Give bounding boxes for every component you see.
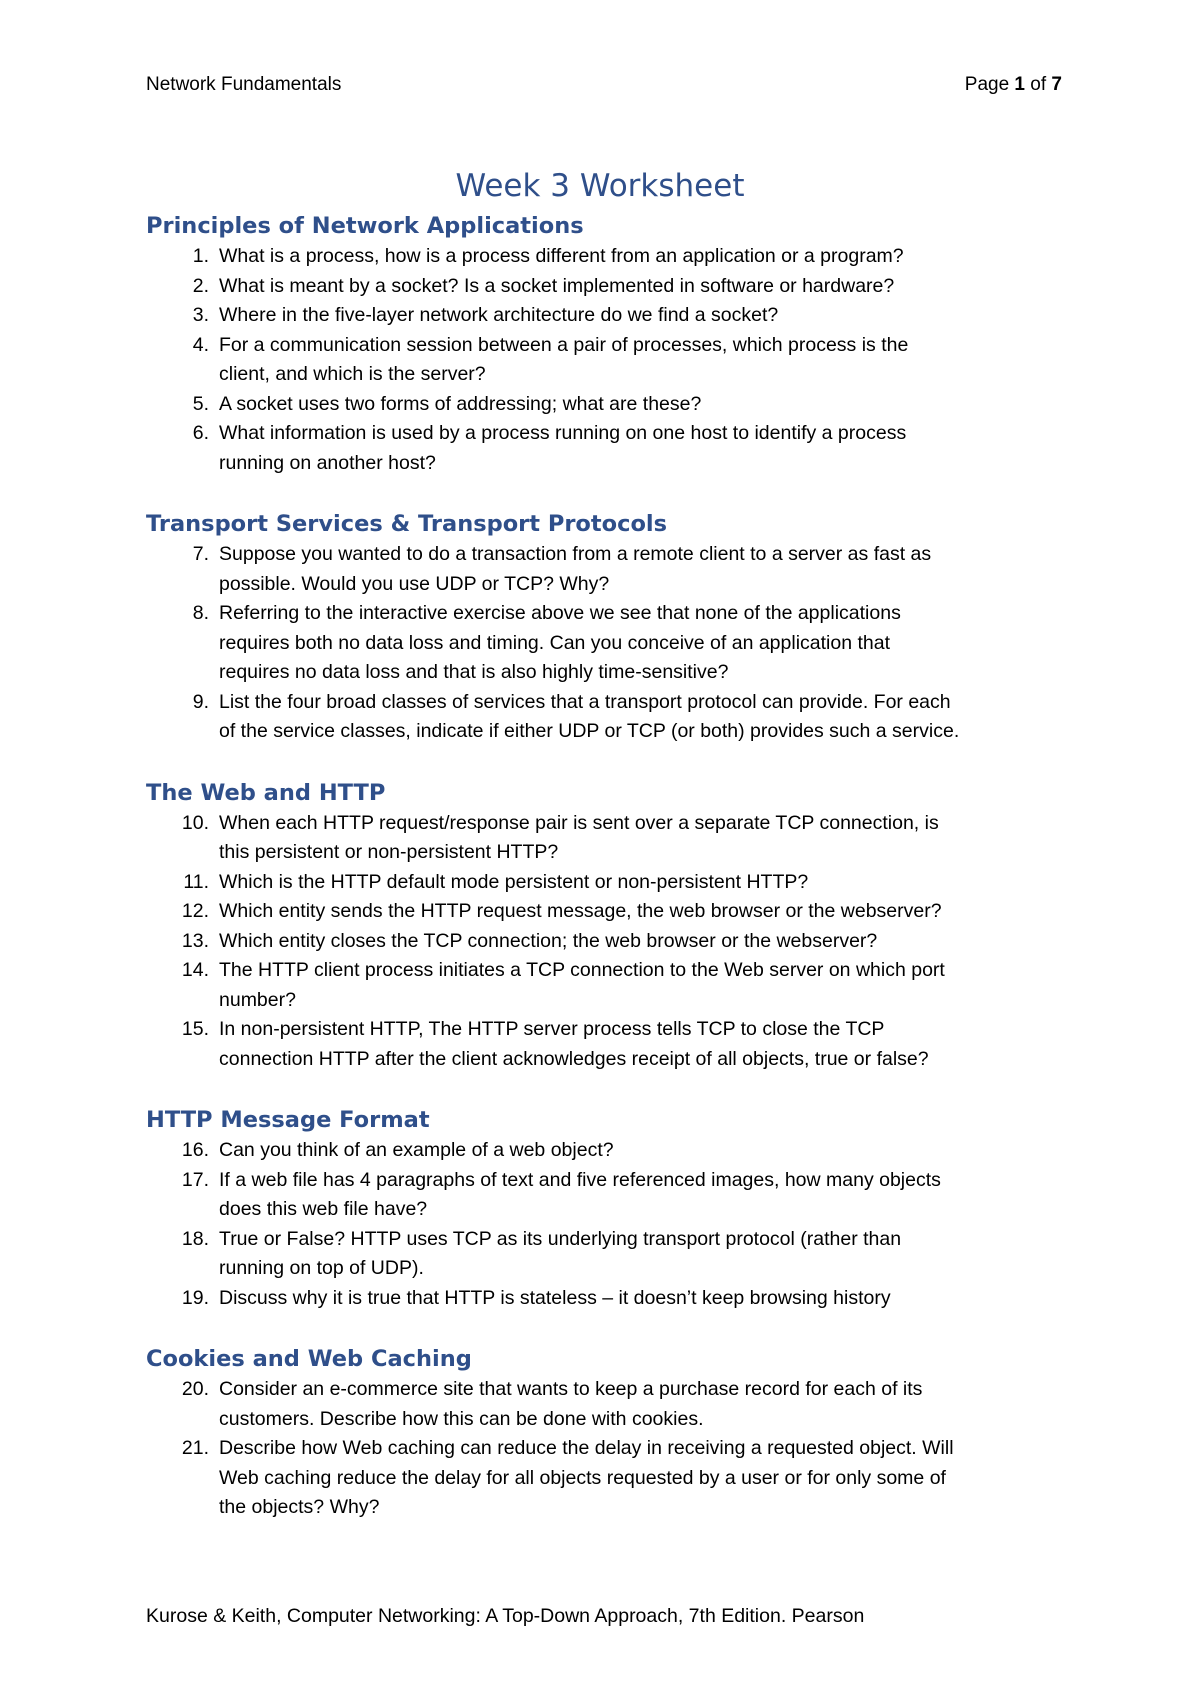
question-item <box>146 956 1066 1015</box>
question-number: 17. <box>181 1168 209 1191</box>
question-item <box>146 331 1066 390</box>
worksheet-section <box>146 1104 1066 1313</box>
page-number: 1 <box>1014 74 1025 95</box>
question-list <box>146 242 1066 478</box>
question-text-line: What is meant by a socket? Is a socket implemented in software or hardware? <box>219 274 895 297</box>
question-item <box>146 419 1066 478</box>
question-number: 21. <box>181 1437 209 1459</box>
question-text-line: Can you think of an example of a web object? <box>219 1139 614 1161</box>
section-heading: The Web and HTTP <box>146 779 386 806</box>
question-text-line: A socket uses two forms of addressing; what are these? <box>219 392 702 415</box>
question-item <box>146 1225 1066 1284</box>
question-text-line: possible. Would you use UDP or TCP? Why? <box>219 572 610 595</box>
question-number: 12. <box>181 900 209 922</box>
question-text-line: requires no data loss and that is also highly time-sensitive? <box>219 661 729 683</box>
question-number: 8. <box>192 602 209 624</box>
page-total: 7 <box>1051 74 1062 95</box>
question-item <box>146 1015 1066 1074</box>
question-number: 16. <box>181 1139 209 1161</box>
question-text-line: Which entity sends the HTTP request message, the web browser or the webserver? <box>219 900 942 922</box>
question-item <box>146 1375 1066 1434</box>
question-item <box>146 688 1066 747</box>
question-text-line: this persistent or non-persistent HTTP? <box>219 841 559 863</box>
question-text-line: In non-persistent HTTP, The HTTP server process tells TCP to close the TCP <box>219 1018 885 1040</box>
question-text-line: Suppose you wanted to do a transaction from a remote client to a server as fast as <box>219 543 932 565</box>
question-number: 7. <box>192 543 209 565</box>
document-title: Week 3 Worksheet <box>455 168 745 204</box>
question-item <box>146 897 1066 927</box>
question-item <box>146 927 1066 957</box>
question-number: 1. <box>192 245 209 267</box>
question-item <box>146 272 1066 302</box>
question-list <box>146 809 1066 1075</box>
question-text-line: the objects? Why? <box>219 1496 380 1518</box>
question-text-line: Web caching reduce the delay for all objects requested by a user or for only some of <box>219 1466 946 1489</box>
question-number: 18. <box>181 1227 209 1250</box>
question-item <box>146 868 1066 898</box>
question-text-line: client, and which is the server? <box>219 363 486 385</box>
worksheet-section <box>146 1343 1066 1523</box>
question-text-line: requires both no data loss and timing. Can you conceive of an application that <box>219 631 891 654</box>
page-header <box>146 74 1062 102</box>
question-text-line: connection HTTP after the client acknowledges receipt of all objects, true or false? <box>219 1047 929 1070</box>
question-text-line: Which is the HTTP default mode persistent or non-persistent HTTP? <box>219 870 809 893</box>
question-text-line: of the service classes, indicate if either UDP or TCP (or both) provides such a service. <box>219 720 960 742</box>
worksheet-section <box>146 508 1066 747</box>
question-text-line: customers. Describe how this can be done with cookies. <box>219 1407 704 1430</box>
question-item <box>146 1166 1066 1225</box>
question-number: 14. <box>181 959 209 981</box>
section-heading: Transport Services & Transport Protocols <box>146 511 668 537</box>
question-text-line: Discuss why it is true that HTTP is stateless – it doesn’t keep browsing history <box>219 1286 891 1309</box>
question-item <box>146 301 1066 331</box>
question-list <box>146 1375 1066 1523</box>
question-text-line: When each HTTP request/response pair is sent over a separate TCP connection, is <box>219 811 939 834</box>
section-heading: HTTP Message Format <box>146 1107 430 1133</box>
question-text-line: For a communication session between a pair of processes, which process is the <box>219 333 909 356</box>
question-text-line: Which entity closes the TCP connection; the web browser or the webserver? <box>219 929 878 952</box>
page-indicator <box>965 74 1062 96</box>
question-number: 13. <box>181 929 209 952</box>
question-item <box>146 540 1066 599</box>
question-text-line: number? <box>219 988 296 1011</box>
question-text-line: True or False? HTTP uses TCP as its underlying transport protocol (rather than <box>219 1227 902 1250</box>
question-text-line: What information is used by a process running on one host to identify a process <box>219 422 907 444</box>
question-text-line: If a web file has 4 paragraphs of text and five referenced images, how many objects <box>219 1168 941 1191</box>
worksheet-body <box>146 210 1066 1523</box>
question-number: 5. <box>192 392 209 415</box>
question-text-line: running on top of UDP). <box>219 1257 424 1279</box>
question-text-line: running on another host? <box>219 451 436 474</box>
question-number: 6. <box>192 422 209 444</box>
question-number: 20. <box>181 1378 209 1400</box>
question-item <box>146 390 1066 420</box>
question-text-line: Consider an e-commerce site that wants to keep a purchase record for each of its <box>219 1378 923 1400</box>
question-item <box>146 242 1066 272</box>
worksheet-section <box>146 777 1066 1075</box>
question-item <box>146 1434 1066 1523</box>
question-number: 2. <box>192 274 209 297</box>
section-heading: Principles of Network Applications <box>146 213 584 239</box>
question-number: 9. <box>192 690 209 713</box>
question-text-line: Where in the five-layer network architecture do we find a socket? <box>219 304 779 326</box>
question-item <box>146 599 1066 688</box>
question-item <box>146 809 1066 868</box>
question-text-line: What is a process, how is a process different from an application or a program? <box>219 245 904 267</box>
question-text-line: Describe how Web caching can reduce the delay in receiving a requested object. Will <box>219 1437 954 1459</box>
question-text-line: does this web file have? <box>219 1198 428 1220</box>
question-number: 4. <box>192 333 209 356</box>
question-item <box>146 1284 1066 1314</box>
page-footer: Kurose & Keith, Computer Networking: A Top-Down Approach, 7th Edition. Pearson <box>146 1605 865 1627</box>
question-number: 11. <box>183 870 209 893</box>
question-number: 3. <box>192 304 209 326</box>
question-text-line: Referring to the interactive exercise above we see that none of the applications <box>219 602 901 624</box>
page-prefix: Page <box>964 74 1010 95</box>
worksheet-section <box>146 210 1066 478</box>
question-number: 10. <box>181 811 209 834</box>
question-item <box>146 1136 1066 1166</box>
question-text-line: The HTTP client process initiates a TCP connection to the Web server on which port <box>219 959 945 981</box>
page-of: of <box>1030 74 1047 95</box>
question-text-line: List the four broad classes of services that a transport protocol can provide. For each <box>219 690 951 713</box>
course-title: Network Fundamentals <box>146 74 342 95</box>
question-number: 15. <box>181 1018 209 1040</box>
section-heading: Cookies and Web Caching <box>146 1346 472 1372</box>
question-list <box>146 1136 1066 1313</box>
question-number: 19. <box>181 1286 209 1309</box>
question-list <box>146 540 1066 747</box>
